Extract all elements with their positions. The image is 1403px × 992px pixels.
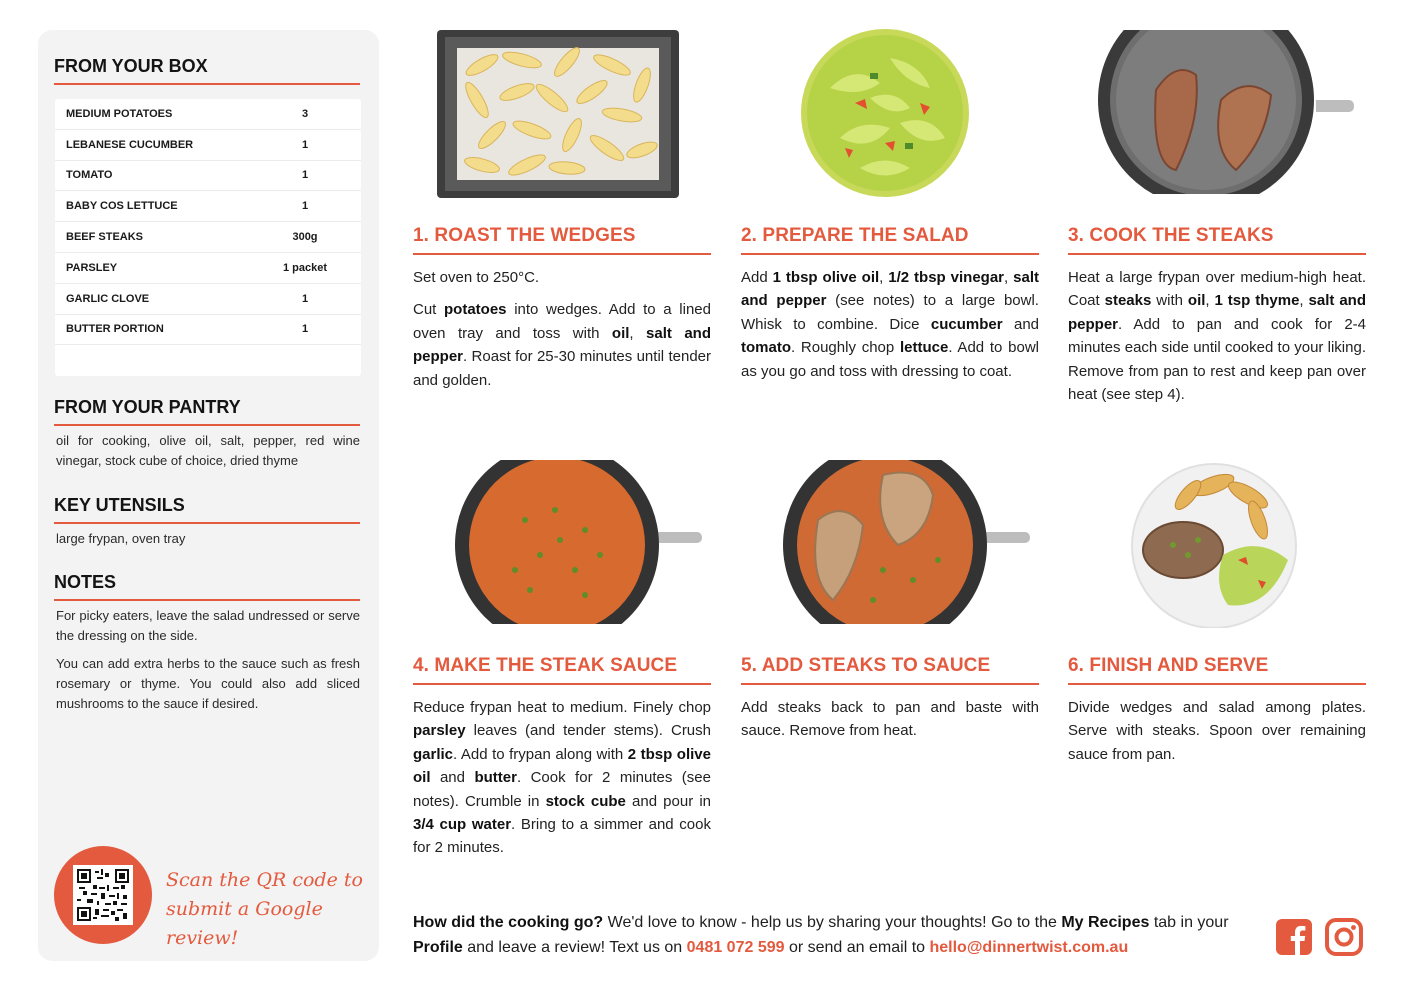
ingredient-highlight: 3/4 cup water <box>413 816 512 834</box>
step-2-text <box>741 266 1039 392</box>
ingredient-highlight: 2 tbsp olive oil <box>413 745 711 787</box>
steaks-in-sauce-image <box>783 460 1031 628</box>
step-paragraph <box>413 298 711 392</box>
item-qty: 300g <box>292 231 318 244</box>
step-text: Add <box>741 269 773 286</box>
step-paragraph <box>741 696 1039 743</box>
ingredient-highlight: salt and pepper <box>413 324 711 366</box>
step-paragraph <box>741 266 1039 383</box>
step-text: Heat a large frypan over medium-high heat. Coat <box>1068 269 1366 310</box>
item-name: BUTTER PORTION <box>66 323 164 336</box>
item-qty: 1 <box>301 323 309 336</box>
step-text: , <box>1299 292 1309 310</box>
item-name: PARSLEY <box>66 261 118 274</box>
step-text: , <box>1205 292 1215 310</box>
step-text: . Cook for 2 minutes (see notes). Crumble in <box>413 769 711 810</box>
ingredient-highlight: oil <box>611 324 630 342</box>
from-your-box-heading: FROM YOUR BOX <box>54 56 360 85</box>
ingredient-highlight: tomato <box>741 339 791 357</box>
step-3-title: 3. COOK THE STEAKS <box>1068 225 1366 255</box>
step-1-title: 1. ROAST THE WEDGES <box>413 225 711 255</box>
footer-question: How did the cooking go? <box>413 914 604 931</box>
step-text: . Add to pan and cook for 2-4 minutes each side until cooked to your liking. Remove from pan to rest and keep pan over heat (see step 4). <box>1068 315 1366 404</box>
item-name: TOMATO <box>66 169 113 182</box>
step-3-text <box>1068 266 1366 415</box>
ingredient-highlight: oil <box>1187 292 1206 310</box>
table-row <box>55 130 361 161</box>
footer-text-1: We'd love to know - help us by sharing your thoughts! Go to the <box>603 914 1062 931</box>
step-text: . Add to frypan along with <box>453 745 628 763</box>
qr-caption-line1: Scan the QR code to <box>166 869 363 891</box>
ingredient-highlight: cucumber <box>930 315 1003 333</box>
my-recipes-link[interactable]: My Recipes <box>1061 914 1150 931</box>
step-paragraph <box>1068 696 1366 766</box>
item-name: BEEF STEAKS <box>66 231 144 244</box>
pantry-text: oil for cooking, olive oil, salt, pepper, red wine vinegar, stock cube of choice, dried thyme <box>56 433 360 468</box>
ingredient-highlight: salt and pepper <box>1068 292 1366 333</box>
step-text: . Add to bowl as you go and toss with dressing to coat. <box>741 339 1039 380</box>
step-6-title: 6. FINISH AND SERVE <box>1068 655 1366 685</box>
key-utensils-heading: KEY UTENSILS <box>54 495 360 524</box>
review-footer <box>413 910 1263 960</box>
table-row <box>55 99 361 130</box>
step-text: Add steaks back to pan and baste with sauce. Remove from heat. <box>741 699 1039 740</box>
item-qty: 1 packet <box>282 261 328 274</box>
item-qty: 1 <box>301 169 309 182</box>
ingredient-highlight: steaks <box>1104 292 1152 310</box>
cook-steaks-image <box>1096 30 1356 198</box>
item-name: GARLIC CLOVE <box>66 292 150 305</box>
facebook-icon[interactable] <box>1275 918 1313 956</box>
table-row <box>55 222 361 253</box>
step-5-title: 5. ADD STEAKS TO SAUCE <box>741 655 1039 685</box>
step-4-title: 4. MAKE THE STEAK SAUCE <box>413 655 711 685</box>
qr-caption-line2: submit a Google review! <box>166 898 323 949</box>
footer-text-3: and leave a review! Text us on <box>462 939 687 956</box>
ingredient-highlight: 1 tbsp olive oil <box>772 269 880 286</box>
step-text: with <box>1151 292 1188 310</box>
notes-heading: NOTES <box>54 572 360 601</box>
ingredient-highlight: 1 tsp thyme <box>1214 292 1300 310</box>
step-4-text <box>413 696 711 869</box>
table-row <box>55 284 361 315</box>
email-link[interactable]: hello@dinnertwist.com.au <box>929 939 1129 956</box>
step-text: and <box>430 769 475 787</box>
step-paragraph <box>413 696 711 860</box>
step-text: Reduce frypan heat to medium. Finely chop <box>413 699 711 716</box>
profile-link[interactable]: Profile <box>413 939 463 956</box>
step-text: , <box>879 269 889 286</box>
item-name: BABY COS LETTUCE <box>66 200 178 213</box>
step-text: and <box>1002 315 1039 333</box>
ingredient-highlight: butter <box>474 769 517 787</box>
item-name: LEBANESE CUCUMBER <box>66 138 194 151</box>
note-2: You can add extra herbs to the sauce such as fresh rosemary or thyme. You could also add sliced mushrooms to the sauce if desired. <box>56 656 360 711</box>
step-text: and pour in <box>625 792 711 810</box>
step-6-text <box>1068 696 1366 775</box>
finished-plate-image <box>1128 460 1300 628</box>
ingredient-highlight: parsley <box>413 722 466 740</box>
step-text: , <box>1004 269 1014 286</box>
step-5-text <box>741 696 1039 752</box>
item-qty: 1 <box>301 138 309 151</box>
step-1-text <box>413 266 711 401</box>
qr-code[interactable] <box>73 865 133 925</box>
ingredients-panel <box>38 30 379 961</box>
step-2-title: 2. PREPARE THE SALAD <box>741 225 1039 255</box>
footer-text-4: or send an email to <box>784 939 930 956</box>
item-qty: 3 <box>301 107 309 120</box>
from-your-pantry-heading: FROM YOUR PANTRY <box>54 397 360 426</box>
ingredient-highlight: lettuce <box>899 339 949 357</box>
step-text: Set oven to 250°C. <box>413 269 540 286</box>
phone-link[interactable]: 0481 072 599 <box>686 939 785 956</box>
ingredient-highlight: salt and pepper <box>741 269 1039 310</box>
roast-wedges-image <box>437 30 679 198</box>
salad-image <box>800 28 970 198</box>
table-row-empty <box>55 345 361 376</box>
step-text: into wedges. Add to a lined oven tray and toss with <box>413 301 711 342</box>
steak-sauce-image <box>455 460 703 628</box>
utensils-text: large frypan, oven tray <box>56 531 186 546</box>
qr-badge <box>54 846 152 944</box>
step-text: leaves (and tender stems). Crush <box>465 722 711 740</box>
step-text: . Roast for 25-30 minutes until tender and golden. <box>413 348 711 389</box>
step-text: . Roughly chop <box>791 339 900 357</box>
item-name: MEDIUM POTATOES <box>66 107 173 120</box>
table-row <box>55 191 361 222</box>
instagram-icon[interactable] <box>1325 918 1363 956</box>
step-text: . Bring to a simmer and cook for 2 minutes. <box>413 816 711 857</box>
box-items-table <box>55 99 361 376</box>
ingredient-highlight: 1/2 tbsp vinegar <box>888 269 1005 286</box>
qr-caption <box>166 866 366 953</box>
ingredient-highlight: stock cube <box>545 792 626 810</box>
table-row <box>55 253 361 284</box>
item-qty: 1 <box>301 292 309 305</box>
table-row <box>55 315 361 346</box>
step-paragraph <box>1068 266 1366 406</box>
step-text: , <box>629 324 647 342</box>
step-text: (see notes) to a large bowl. Whisk to combine. Dice <box>741 292 1039 333</box>
step-text: Divide wedges and salad among plates. Serve with steaks. Spoon over remaining sauce from pan. <box>1068 699 1366 763</box>
ingredient-highlight: garlic <box>413 745 454 763</box>
note-1: For picky eaters, leave the salad undressed or serve the dressing on the side. <box>56 608 360 643</box>
footer-text-2: tab in your <box>1149 914 1229 931</box>
item-qty: 1 <box>301 200 309 213</box>
ingredient-highlight: potatoes <box>444 301 507 319</box>
table-row <box>55 161 361 192</box>
step-text: Cut <box>413 301 445 319</box>
step-paragraph <box>413 266 711 289</box>
